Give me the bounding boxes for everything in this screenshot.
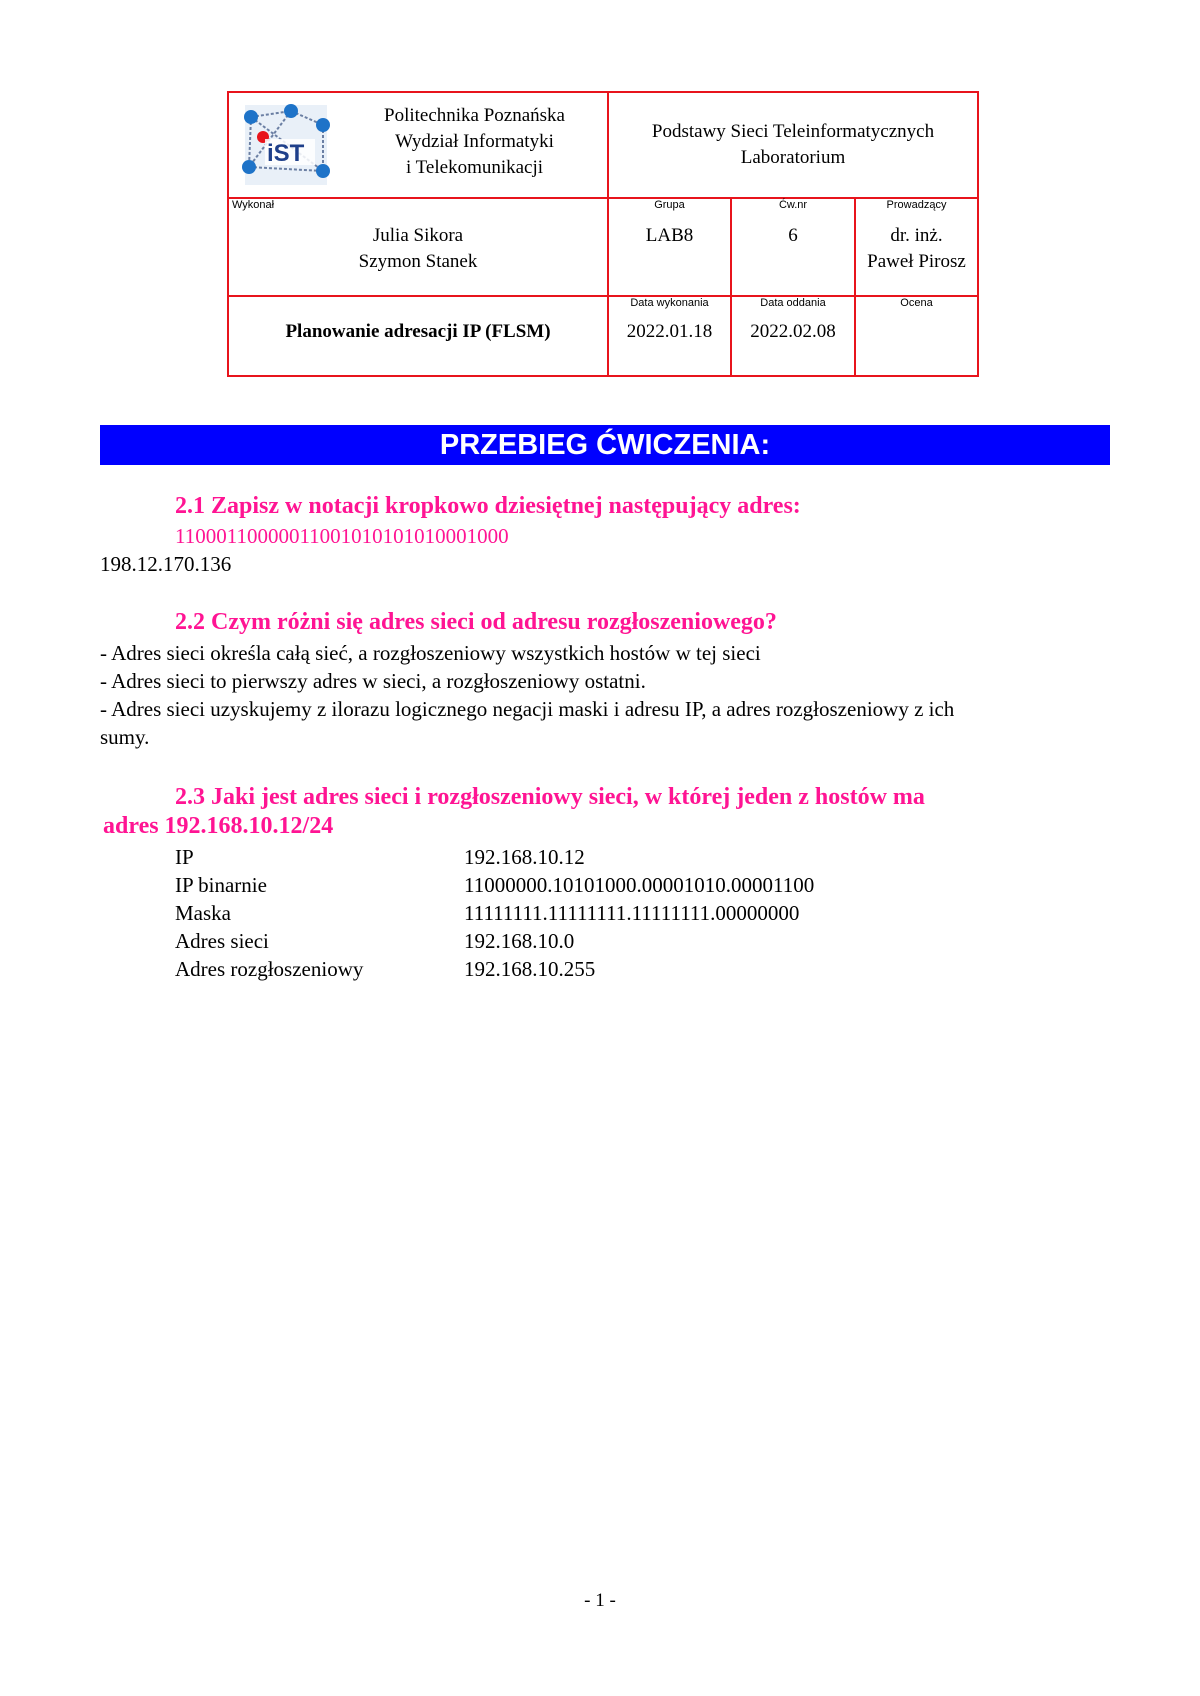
label-wykonal: Wykonał <box>232 199 275 211</box>
result-row <box>175 871 975 899</box>
label-prowadzacy: Prowadzący <box>886 199 947 211</box>
institution-line: Wydział Informatyki <box>395 131 554 152</box>
label-ocena: Ocena <box>900 297 933 309</box>
network-logo-icon <box>231 95 341 193</box>
institution-name <box>347 103 602 193</box>
answer-2-1: 198.12.170.136 <box>100 552 232 576</box>
result-value: 192.168.10.0 <box>464 929 575 953</box>
university-logo <box>231 95 341 193</box>
question-2-3-title: adres 192.168.10.12/24 <box>103 813 334 839</box>
result-row <box>175 899 975 927</box>
result-key: Maska <box>175 901 231 925</box>
author-name: Julia Sikora <box>372 225 464 246</box>
header-table <box>227 91 979 377</box>
execution-date: 2022.01.18 <box>626 321 713 342</box>
course-name <box>609 119 977 189</box>
binary-address: 11000110000011001010101010001000 <box>175 524 509 548</box>
result-key: Adres sieci <box>175 929 269 953</box>
result-row <box>175 843 975 871</box>
label-cw-nr: Ćw.nr <box>778 199 808 211</box>
page-number: - 1 - <box>584 1590 616 1611</box>
submission-date: 2022.02.08 <box>750 321 836 342</box>
author-name: Szymon Stanek <box>358 251 478 272</box>
question-2-2-title: 2.2 Czym różni się adres sieci od adresu rozgłoszeniowego? <box>175 609 777 635</box>
institution-line: Politechnika Poznańska <box>384 105 565 126</box>
label-data-wykonania: Data wykonania <box>630 297 709 309</box>
section-banner: PRZEBIEG ĆWICZENIA: <box>100 425 1110 465</box>
authors <box>229 223 607 275</box>
instructor-line: dr. inż. <box>890 225 943 246</box>
exercise-number: 6 <box>788 225 798 246</box>
question-2-3-title: 2.3 Jaki jest adres sieci i rozgłoszeniowy sieci, w której jeden z hostów ma <box>175 784 925 810</box>
institution-line: i Telekomunikacji <box>405 157 544 178</box>
topic: Planowanie adresacji IP (FLSM) <box>285 321 551 342</box>
answer-2-2-line: sumy. <box>100 725 150 749</box>
result-row <box>175 927 975 955</box>
label-grupa: Grupa <box>654 199 685 211</box>
answer-2-2-line: - Adres sieci to pierwszy adres w sieci, a rozgłoszeniowy ostatni. <box>100 669 646 693</box>
result-key: IP <box>175 845 194 869</box>
result-key: Adres rozgłoszeniowy <box>175 957 364 981</box>
answer-2-2-line: - Adres sieci uzyskujemy z ilorazu logicznego negacji maski i adresu IP, a adres rozgłoszeniowy z ich <box>100 697 955 721</box>
question-2-1-title: 2.1 Zapisz w notacji kropkowo dziesiętnej następujący adres: <box>175 493 801 519</box>
group-value: LAB8 <box>645 225 694 246</box>
course-line: Podstawy Sieci Teleinformatycznych <box>651 121 935 142</box>
result-value: 11111111.11111111.11111111.00000000 <box>464 901 800 925</box>
answer-2-2-line: - Adres sieci określa całą sieć, a rozgłoszeniowy wszystkich hostów w tej sieci <box>100 641 761 665</box>
instructor-line: Paweł Pirosz <box>867 251 966 272</box>
course-line: Laboratorium <box>740 147 846 168</box>
result-key: IP binarnie <box>175 873 267 897</box>
label-data-oddania: Data oddania <box>760 297 826 309</box>
logo-text: iST <box>267 140 305 167</box>
result-row <box>175 955 975 983</box>
instructor <box>856 223 977 275</box>
result-value: 192.168.10.255 <box>464 957 596 981</box>
result-value: 11000000.10101000.00001010.00001100 <box>464 873 815 897</box>
result-value: 192.168.10.12 <box>464 845 585 869</box>
